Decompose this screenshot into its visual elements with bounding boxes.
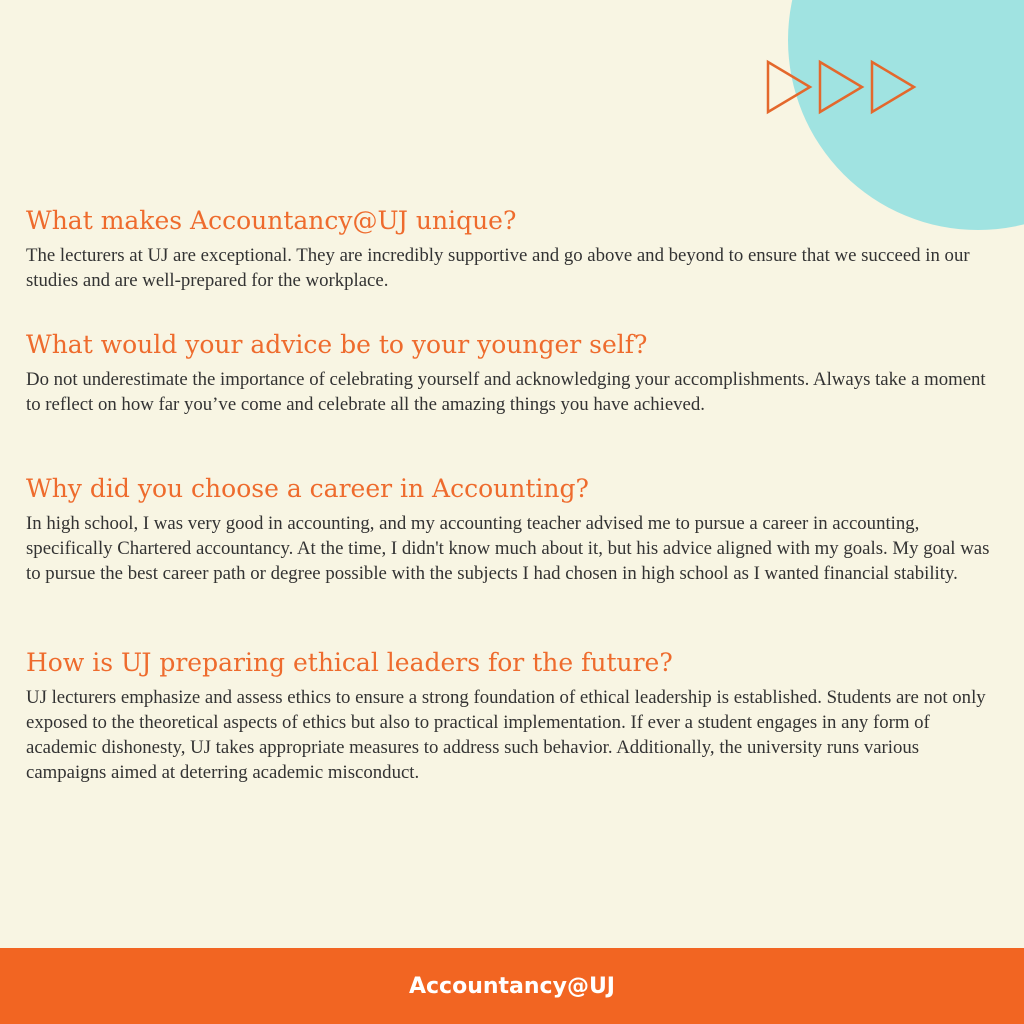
answer-text: Do not underestimate the importance of celebrating yourself and acknowledging your accomplishments. Always take a moment to reflect on how far you’ve come and celebrate all the amazing things you have achieved.	[26, 369, 986, 415]
qa-section-ethics	[26, 647, 1001, 785]
footer-bar	[0, 948, 1024, 1024]
qa-section-career	[26, 473, 1001, 586]
chevron-icon-3	[872, 62, 914, 112]
answer-text: In high school, I was very good in accounting, and my accounting teacher advised me to pursue a career in accounting, specifically Chartered accountancy. At the time, I didn't know much about it, but his advice aligned with my goals. My goal was to pursue the best career path or degree possible with the subjects I had chosen in high school as I wanted financial stability.	[26, 513, 990, 584]
answer-text: The lecturers at UJ are exceptional. They are incredibly supportive and go above and beyond to ensure that we succeed in our studies and are well-prepared for the workplace.	[26, 245, 970, 291]
answer-text: UJ lecturers emphasize and assess ethics to ensure a strong foundation of ethical leadership is established. Students are not only exposed to the theoretical aspects of ethics but also to practical implementation. If ever a student engages in any form of academic dishonesty, UJ takes appropriate measures to address such behavior. Additionally, the university runs various campaigns aimed at deterring academic misconduct.	[26, 687, 986, 783]
chevron-icon-1	[768, 62, 810, 112]
triple-chevron-icon	[762, 58, 922, 122]
question-heading: Why did you choose a career in Accounting?	[26, 474, 589, 503]
qa-section-advice	[26, 329, 1001, 417]
question-heading: How is UJ preparing ethical leaders for the future?	[26, 648, 673, 677]
qa-section-unique	[26, 205, 1001, 293]
question-heading: What would your advice be to your younger self?	[26, 330, 648, 359]
footer-brand-label: Accountancy@UJ	[408, 974, 615, 999]
question-heading: What makes Accountancy@UJ unique?	[26, 206, 517, 235]
chevron-icon-2	[820, 62, 862, 112]
